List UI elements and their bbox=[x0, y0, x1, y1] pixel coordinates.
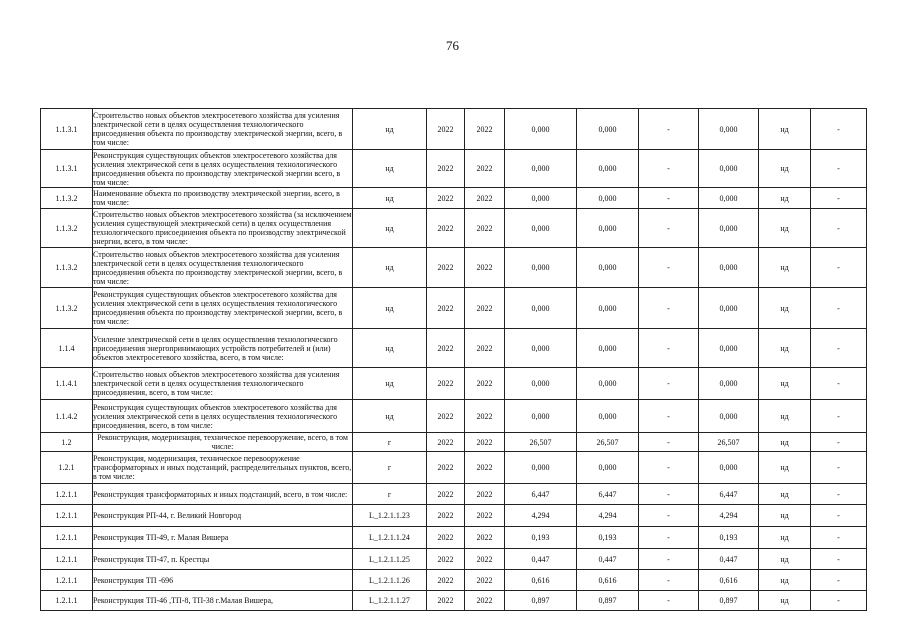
row-year-start: 2022 bbox=[427, 150, 465, 188]
row-year-end: 2022 bbox=[465, 150, 505, 188]
row-name: Наименование объекта по производству электрической энергии, всего, в том числе: bbox=[93, 188, 353, 209]
row-value-1: 0,000 bbox=[505, 188, 577, 209]
row-value-6: - bbox=[811, 400, 867, 433]
row-code: 1.2.1.1 bbox=[41, 484, 93, 505]
row-value-4: 0,000 bbox=[699, 188, 759, 209]
row-year-end: 2022 bbox=[465, 452, 505, 484]
row-year-start: 2022 bbox=[427, 329, 465, 368]
row-code: 1.1.3.2 bbox=[41, 248, 93, 288]
row-value-1: 4,294 bbox=[505, 505, 577, 527]
row-value-6: - bbox=[811, 452, 867, 484]
row-year-start: 2022 bbox=[427, 452, 465, 484]
row-value-1: 0,000 bbox=[505, 400, 577, 433]
row-year-start: 2022 bbox=[427, 288, 465, 329]
table-row bbox=[41, 452, 867, 484]
row-value-1: 0,897 bbox=[505, 591, 577, 611]
row-value-6: - bbox=[811, 433, 867, 452]
row-year-end: 2022 bbox=[465, 484, 505, 505]
table-row bbox=[41, 188, 867, 209]
row-value-3: - bbox=[639, 549, 699, 570]
row-value-6: - bbox=[811, 209, 867, 248]
row-project-id: L_1.2.1.1.23 bbox=[353, 505, 427, 527]
row-value-3: - bbox=[639, 527, 699, 549]
row-name: Реконструкция ТП-49, г. Малая Вишера bbox=[93, 527, 353, 549]
row-name: Строительство новых объектов электросетевого хозяйства (за исключением усиления существующей электрической сети) в целях осуществления технологического присоединения объекта по производству электрической энергии, всего, в том числе: bbox=[93, 210, 352, 246]
row-value-3: - bbox=[639, 209, 699, 248]
row-value-3: - bbox=[639, 109, 699, 150]
row-year-end: 2022 bbox=[465, 209, 505, 248]
row-value-1: 0,000 bbox=[505, 288, 577, 329]
row-value-1: 6,447 bbox=[505, 484, 577, 505]
row-value-2: 0,000 bbox=[577, 188, 639, 209]
row-value-1: 0,000 bbox=[505, 368, 577, 400]
row-value-6: - bbox=[811, 505, 867, 527]
table-body bbox=[41, 109, 867, 611]
row-value-4: 0,193 bbox=[699, 527, 759, 549]
row-project-id: нд bbox=[353, 109, 427, 150]
row-value-2: 0,193 bbox=[577, 527, 639, 549]
row-value-4: 26,507 bbox=[699, 433, 759, 452]
row-name: Строительство новых объектов электросетевого хозяйства для усиления электрической сети в целях осуществления технологического присоединения объекта по производству электрической энергии, всего, в том числе: bbox=[93, 248, 353, 288]
row-code: 1.1.4.1 bbox=[41, 368, 93, 400]
row-year-end: 2022 bbox=[465, 549, 505, 570]
row-name: Реконструкция существующих объектов электросетевого хозяйства для усиления электрической сети в целях осуществления технологического присоединения объекта по производству электрической энергии всего, в том числе: bbox=[93, 150, 353, 188]
table-row bbox=[41, 209, 867, 248]
row-project-id: нд bbox=[353, 288, 427, 329]
row-value-2: 0,000 bbox=[577, 109, 639, 150]
row-value-4: 0,000 bbox=[699, 288, 759, 329]
row-value-5: нд bbox=[759, 329, 811, 368]
row-year-end: 2022 bbox=[465, 570, 505, 591]
row-project-id: L_1.2.1.1.26 bbox=[353, 570, 427, 591]
table-row bbox=[41, 433, 867, 452]
table-row bbox=[41, 288, 867, 329]
row-name: Реконструкция, модернизация, техническое перевооружение, всего, в том числе: bbox=[93, 433, 353, 452]
row-name: Реконструкция трансформаторных и иных подстанций, всего, в том числе: bbox=[93, 484, 353, 505]
row-name: Реконструкция ТП -696 bbox=[93, 570, 353, 591]
row-value-5: нд bbox=[759, 368, 811, 400]
row-project-id: L_1.2.1.1.25 bbox=[353, 549, 427, 570]
row-value-5: нд bbox=[759, 150, 811, 188]
row-code: 1.1.4 bbox=[41, 329, 93, 368]
row-name: Реконструкция существующих объектов электросетевого хозяйства для усиления электрической сети в целях осуществления технологического присоединения, всего, в том числе: bbox=[93, 400, 353, 433]
row-value-6: - bbox=[811, 527, 867, 549]
row-value-4: 0,000 bbox=[699, 248, 759, 288]
row-name: Реконструкция существующих объектов электросетевого хозяйства для усиления электрической сети в целях осуществления технологического присоединения объекта по производству электрической энергии, всего, в том числе: bbox=[93, 288, 353, 329]
row-value-5: нд bbox=[759, 433, 811, 452]
row-year-end: 2022 bbox=[465, 109, 505, 150]
row-value-5: нд bbox=[759, 484, 811, 505]
row-value-3: - bbox=[639, 248, 699, 288]
table-row bbox=[41, 150, 867, 188]
row-year-end: 2022 bbox=[465, 400, 505, 433]
row-value-1: 0,000 bbox=[505, 109, 577, 150]
row-value-2: 0,000 bbox=[577, 209, 639, 248]
row-code: 1.2.1.1 bbox=[41, 527, 93, 549]
row-value-6: - bbox=[811, 570, 867, 591]
row-project-id: нд bbox=[353, 188, 427, 209]
row-value-2: 0,000 bbox=[577, 150, 639, 188]
row-value-1: 0,000 bbox=[505, 329, 577, 368]
row-value-2: 6,447 bbox=[577, 484, 639, 505]
row-value-3: - bbox=[639, 188, 699, 209]
row-value-5: нд bbox=[759, 109, 811, 150]
row-value-3: - bbox=[639, 591, 699, 611]
row-year-start: 2022 bbox=[427, 570, 465, 591]
row-value-6: - bbox=[811, 150, 867, 188]
row-value-5: нд bbox=[759, 400, 811, 433]
row-value-5: нд bbox=[759, 209, 811, 248]
row-value-2: 0,000 bbox=[577, 400, 639, 433]
row-value-2: 0,000 bbox=[577, 329, 639, 368]
row-value-5: нд bbox=[759, 188, 811, 209]
row-value-4: 0,000 bbox=[699, 452, 759, 484]
row-code: 1.1.3.2 bbox=[41, 209, 93, 248]
row-project-id: нд bbox=[353, 329, 427, 368]
row-value-3: - bbox=[639, 505, 699, 527]
row-year-start: 2022 bbox=[427, 433, 465, 452]
row-year-end: 2022 bbox=[465, 248, 505, 288]
row-value-3: - bbox=[639, 484, 699, 505]
row-value-3: - bbox=[639, 433, 699, 452]
row-value-1: 0,193 bbox=[505, 527, 577, 549]
row-project-id: нд bbox=[353, 150, 427, 188]
row-year-start: 2022 bbox=[427, 505, 465, 527]
row-value-4: 0,000 bbox=[699, 109, 759, 150]
row-value-5: нд bbox=[759, 505, 811, 527]
row-value-3: - bbox=[639, 288, 699, 329]
row-year-start: 2022 bbox=[427, 368, 465, 400]
row-value-1: 0,000 bbox=[505, 452, 577, 484]
row-value-4: 6,447 bbox=[699, 484, 759, 505]
row-code: 1.2.1.1 bbox=[41, 591, 93, 611]
row-project-id: нд bbox=[353, 209, 427, 248]
row-value-3: - bbox=[639, 368, 699, 400]
row-value-1: 26,507 bbox=[505, 433, 577, 452]
row-code: 1.2.1.1 bbox=[41, 549, 93, 570]
table-row bbox=[41, 570, 867, 591]
row-value-5: нд bbox=[759, 452, 811, 484]
row-year-end: 2022 bbox=[465, 433, 505, 452]
row-value-5: нд bbox=[759, 591, 811, 611]
row-value-6: - bbox=[811, 109, 867, 150]
row-code: 1.1.3.2 bbox=[41, 288, 93, 329]
row-value-3: - bbox=[639, 570, 699, 591]
row-project-id: нд bbox=[353, 368, 427, 400]
row-value-6: - bbox=[811, 329, 867, 368]
table-row bbox=[41, 368, 867, 400]
row-value-2: 0,000 bbox=[577, 248, 639, 288]
row-value-4: 0,000 bbox=[699, 329, 759, 368]
row-project-id: нд bbox=[353, 248, 427, 288]
row-value-5: нд bbox=[759, 527, 811, 549]
row-year-end: 2022 bbox=[465, 527, 505, 549]
row-year-start: 2022 bbox=[427, 527, 465, 549]
investment-table bbox=[40, 108, 867, 611]
row-value-2: 0,000 bbox=[577, 368, 639, 400]
table-row bbox=[41, 248, 867, 288]
table-row bbox=[41, 549, 867, 570]
row-value-2: 0,000 bbox=[577, 452, 639, 484]
row-value-2: 0,000 bbox=[577, 288, 639, 329]
row-value-4: 0,000 bbox=[699, 150, 759, 188]
row-value-4: 0,000 bbox=[699, 209, 759, 248]
row-year-end: 2022 bbox=[465, 591, 505, 611]
row-year-start: 2022 bbox=[427, 549, 465, 570]
row-value-6: - bbox=[811, 484, 867, 505]
row-value-4: 0,000 bbox=[699, 400, 759, 433]
row-code: 1.2.1.1 bbox=[41, 570, 93, 591]
row-code: 1.1.3.2 bbox=[41, 188, 93, 209]
row-year-start: 2022 bbox=[427, 400, 465, 433]
row-name: Реконструкция, модернизация, техническое перевооружение трансформаторных и иных подстанций, распределительных пунктов, всего, в том числе: bbox=[93, 452, 353, 484]
row-name: Строительство новых объектов электросетевого хозяйства для усиления электрической сети в целях осуществления технологического присоединения объекта по производству электрической энергии, всего, в том числе: bbox=[93, 109, 353, 150]
row-value-3: - bbox=[639, 150, 699, 188]
row-value-2: 26,507 bbox=[577, 433, 639, 452]
row-name: Усиление электрической сети в целях осуществления технологического присоединения энергопринимающих устройств потребителей и (или) объектов электросетевого хозяйства, всего, в том числе: bbox=[93, 329, 353, 368]
table-row bbox=[41, 109, 867, 150]
row-year-start: 2022 bbox=[427, 248, 465, 288]
row-year-start: 2022 bbox=[427, 484, 465, 505]
row-year-start: 2022 bbox=[427, 591, 465, 611]
row-year-start: 2022 bbox=[427, 209, 465, 248]
row-value-4: 4,294 bbox=[699, 505, 759, 527]
row-project-id: L_1.2.1.1.27 bbox=[353, 591, 427, 611]
row-value-1: 0,000 bbox=[505, 150, 577, 188]
row-value-5: нд bbox=[759, 248, 811, 288]
page-number: 76 bbox=[446, 38, 459, 53]
row-value-1: 0,447 bbox=[505, 549, 577, 570]
row-project-id: г bbox=[353, 433, 427, 452]
row-year-end: 2022 bbox=[465, 288, 505, 329]
row-code: 1.2.1 bbox=[41, 452, 93, 484]
row-name: Реконструкция РП-44, г. Великий Новгород bbox=[93, 505, 353, 527]
table-row bbox=[41, 329, 867, 368]
row-value-4: 0,000 bbox=[699, 368, 759, 400]
row-year-end: 2022 bbox=[465, 505, 505, 527]
row-project-id: г bbox=[353, 452, 427, 484]
row-value-2: 0,447 bbox=[577, 549, 639, 570]
row-value-4: 0,897 bbox=[699, 591, 759, 611]
row-value-1: 0,616 bbox=[505, 570, 577, 591]
row-value-6: - bbox=[811, 591, 867, 611]
row-project-id: нд bbox=[353, 400, 427, 433]
row-value-6: - bbox=[811, 368, 867, 400]
row-year-end: 2022 bbox=[465, 368, 505, 400]
row-value-2: 0,897 bbox=[577, 591, 639, 611]
row-value-1: 0,000 bbox=[505, 248, 577, 288]
row-year-start: 2022 bbox=[427, 188, 465, 209]
table-row bbox=[41, 400, 867, 433]
table-row bbox=[41, 591, 867, 611]
row-code: 1.1.3.1 bbox=[41, 109, 93, 150]
row-code: 1.2.1.1 bbox=[41, 505, 93, 527]
row-year-end: 2022 bbox=[465, 188, 505, 209]
row-project-id: г bbox=[353, 484, 427, 505]
row-value-5: нд bbox=[759, 549, 811, 570]
row-value-2: 0,616 bbox=[577, 570, 639, 591]
row-value-6: - bbox=[811, 248, 867, 288]
row-value-6: - bbox=[811, 549, 867, 570]
table-row bbox=[41, 484, 867, 505]
row-value-4: 0,616 bbox=[699, 570, 759, 591]
row-value-5: нд bbox=[759, 288, 811, 329]
row-code: 1.1.4.2 bbox=[41, 400, 93, 433]
row-value-2: 4,294 bbox=[577, 505, 639, 527]
row-year-end: 2022 bbox=[465, 329, 505, 368]
row-value-6: - bbox=[811, 288, 867, 329]
row-code: 1.1.3.1 bbox=[41, 150, 93, 188]
row-value-6: - bbox=[811, 188, 867, 209]
row-project-id: L_1.2.1.1.24 bbox=[353, 527, 427, 549]
table-row bbox=[41, 527, 867, 549]
row-name: Строительство новых объектов электросетевого хозяйства для усиления электрической сети в целях осуществления технологического присоединения, всего, в том числе: bbox=[93, 368, 353, 400]
row-name: Реконструкция ТП-46 ,ТП-8, ТП-38 г.Малая Вишера, bbox=[93, 591, 353, 611]
row-value-5: нд bbox=[759, 570, 811, 591]
row-value-1: 0,000 bbox=[505, 209, 577, 248]
row-name: Реконструкция ТП-47, п. Крестцы bbox=[93, 549, 353, 570]
row-value-4: 0,447 bbox=[699, 549, 759, 570]
row-value-3: - bbox=[639, 400, 699, 433]
row-year-start: 2022 bbox=[427, 109, 465, 150]
row-code: 1.2 bbox=[41, 433, 93, 452]
table-row bbox=[41, 505, 867, 527]
row-value-3: - bbox=[639, 329, 699, 368]
row-value-3: - bbox=[639, 452, 699, 484]
